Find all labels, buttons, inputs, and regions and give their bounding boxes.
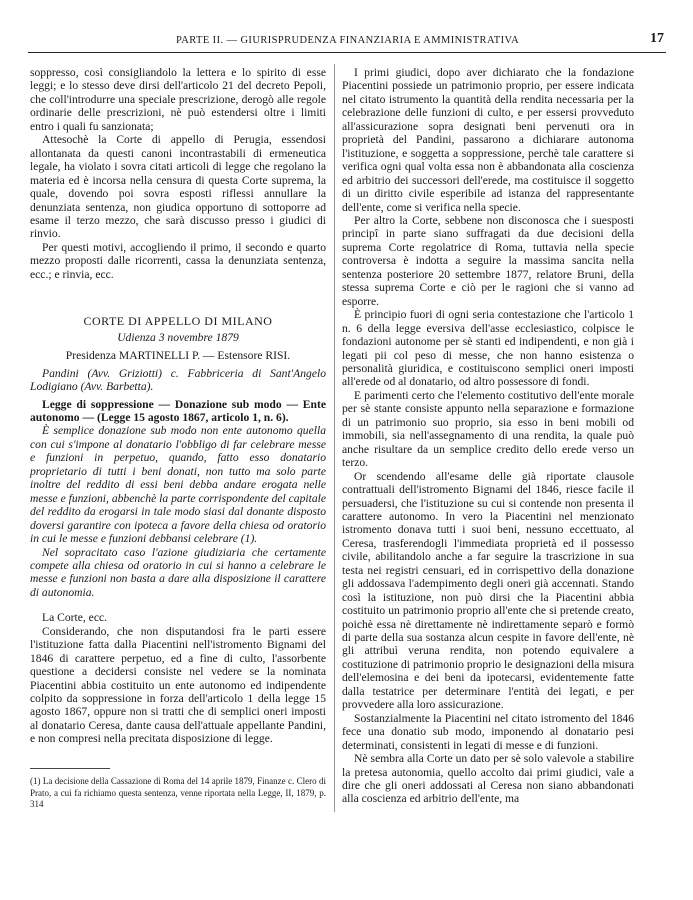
paragraph: soppresso, così consigliandolo la lettera e lo spirito di esse leggi; e lo stesso deve dirsi dell'articolo 21 del decreto Pepoli, che coll'introdurre una speciale prescrizione, derogò alle regole ordinarie delle prescrizioni, nè può estendersi oltre i limiti entro i quali fu sanzionata; bbox=[30, 66, 326, 133]
legal-maxim: Nel sopracitato caso l'azione giudiziaria che certamente compete alla chiesa od oratorio in cui si hanno a celebrare le messe e funzioni non basta a dare alla disposizione il carattere di autonomia. bbox=[30, 545, 326, 599]
right-column bbox=[342, 66, 634, 806]
paragraph: Attesochè la Corte di appello di Perugia, essendosi allontanata da questi canoni incontrastabili di ermeneutica legale, ha violato i sovra citati articoli di legge che regolano la materia ed è incorsa nella censura di questa Corte suprema, la quale, dovendo poi sovra esposti riflessi annullare la denunziata sentenza, non giudica opportuno di sottoporre ad esame il terzo mezzo, che sarà discusso presso i giudici di rinvio. bbox=[30, 133, 326, 241]
paragraph: Per altro la Corte, sebbene non disconosca che i suesposti principî in parte siano suffragati da due decisioni della suprema Corte regolatrice di Roma, tuttavia nella specie controversa è indotta a seguire la massima sancita nella sentenza posteriore 20 settembre 1877, relatore Bruni, della stessa suprema Corte e ciò per le ragioni che si vanno ad esporre. bbox=[342, 213, 634, 308]
paragraph: La Corte, ecc. bbox=[42, 611, 108, 625]
hearing-date: Udienza 3 novembre 1879 bbox=[117, 330, 239, 344]
paragraph: Per questi motivi, accogliendo il primo, il secondo e quarto mezzo proposti dalle ricorrenti, cassa la denunziata sentenza, ecc.; e rinvia, ecc. bbox=[30, 240, 326, 281]
paragraph: Sostanzialmente la Piacentini nel citato istromento del 1846 fece una donatio sub modo, imponendo al donatario pesi determinati, consistenti in legati di messe e di funzioni. bbox=[342, 711, 634, 752]
left-column bbox=[30, 66, 326, 746]
paragraph: I primi giudici, dopo aver dichiarato che la fondazione Piacentini possiede un patrimonio proprio, per essere indicata nel citato istrumento la quantità della rendita necessaria per la celebrazione delle funzioni di culto, e per essersi provveduto all'assicurazione sopra designati beni pervenuti ora in proprietà del Pandini, passarono a dichiarare autonoma l'istituzione, e soggetta a soppressione, perchè tale carattere si verifica ogni qual volta essa non è abbandonata alla coscienza ed arbitrio dei successori dell'erede, ma costituisce il soggetto di un diritto civile esperibile ad istanza del rappresentante dell'ente, come si verifica nella specie. bbox=[342, 66, 634, 214]
court-heading: CORTE DI APPELLO DI MILANO bbox=[83, 314, 273, 329]
column-divider bbox=[334, 64, 335, 812]
case-heading: Legge di soppressione — Donazione sub modo — Ente autonomo — (Legge 15 agosto 1867, articolo 1, n. 6). bbox=[30, 397, 326, 424]
page-header bbox=[28, 31, 666, 53]
legal-maxim: È semplice donazione sub modo non ente autonomo quella con cui s'impone al donatario l'obbligo di far celebrare messe e funzioni in perpetuo, quando, fatto esso donatario proprietario di tutti i beni donati, non tutto ma solo parte inoltre del reddito di essi beni debba andare erogata nelle messe e funzioni, abbenchè la parte corrispondente del capitale del reddito da erogarsi in tale modo siasi dal donante disposto doversi garantire con ipoteca a favore della chiesa od oratorio in cui le messe e funzioni debbansi celebrare (1). bbox=[30, 424, 326, 546]
paragraph: E parimenti certo che l'elemento costitutivo dell'ente morale per sè stante consiste appunto nella separazione e formazione di un patrimonio suo proprio, sia esso in beni mobili od immobili, sia nell'assegnamento di una rendita, la quale può anche risultare da un semplice credito dello erede verso un terzo. bbox=[342, 388, 634, 470]
page-number: 17 bbox=[650, 31, 664, 46]
paragraph: È principio fuori di ogni seria contestazione che l'articolo 1 n. 6 della legge eversiva dell'asse ecclesiastico, colpisce le fondazioni autonome per sè stanti ed indipendenti, e non già i legati pii col peso di messe, che non hanno esistenza o personalità giuridica, e costituiscono semplici oneri imposti all'erede od al donatario, od altro possessore di fondi. bbox=[342, 308, 634, 389]
presidency-line: Presidenza MARTINELLI P. — Estensore RISI. bbox=[65, 349, 291, 363]
footnote: (1) La decisione della Cassazione di Roma del 14 aprile 1879, Finanze c. Clero di Prato, a cui fa richiamo questa sentenza, venne riportata nella Legge, II, 1879, p. 314 bbox=[30, 776, 326, 810]
footnote-rule bbox=[30, 768, 110, 769]
parties: Pandini (Avv. Griziotti) c. Fabbriceria di Sant'Angelo Lodigiano (Avv. Barbetta). bbox=[30, 366, 326, 394]
paragraph: Or scendendo all'esame delle già riportate clausole contrattuali dell'istromento Bignami del 1846, riesce facile il persuadersi, che l'istituzione su cui si contende non presenta il carattere autonomo. In vero la Piacentini nel menzionato istromento donava tutti i suoi beni, nessuno eccettuato, al Ceresa, trasferendogli l'immediata proprietà ed il possesso civile, abilitandolo anche a far seguire la trascrizione in sua testa nei registri censuari, ed in corrispettivo della donazione gli addossava l'adempimento degli oneri già accennati. Stando così la istituzione, non può dirsi che la Piacentini abbia costituito un patrimonio proprio all'ente che si pretende creato, poichè essa nè direttamente nè indirettamente separò e formò di parte della sua sostanza alcun cespite in favore dell'ente, nè gli attribuì veruna rendita, non potendo equivalere a costituzione di patrimonio proprio le designazioni della misura dell'elemosina e dei beni da ipotecarsi, evidentemente fatte dalla testatrice per determinare l'entità dei legati, e per provvedere alla loro assicurazione. bbox=[342, 469, 634, 712]
paragraph: Nè sembra alla Corte un dato per sè solo valevole a stabilire la pretesa autonomia, quello accolto dai primi giudici, vale a dire che gli oneri addossati al Ceresa non siano abbandonati alla coscienza ed arbitrio dell'ente, ma bbox=[342, 752, 634, 806]
paragraph: Considerando, che non disputandosi fra le parti essere l'istituzione fatta dalla Piacentini nell'istromento Bignami del 1846 di carattere perpetuo, ed a fine di culto, l'assorbente questione a decidersi consiste nel vedere se la nominata Piacentini abbia costituito un ente autonomo ed indipendente colpito da soppressione in forza dell'articolo 1 della legge 15 agosto 1867, oppure non si tratti che di semplici oneri imposti al donatario Ceresa, dante causa dell'attuale appellante Pandini, e non compresi nella precitata disposizione di legge. bbox=[30, 624, 326, 746]
running-title: PARTE II. — GIURISPRUDENZA FINANZIARIA E AMMINISTRATIVA bbox=[176, 35, 520, 46]
